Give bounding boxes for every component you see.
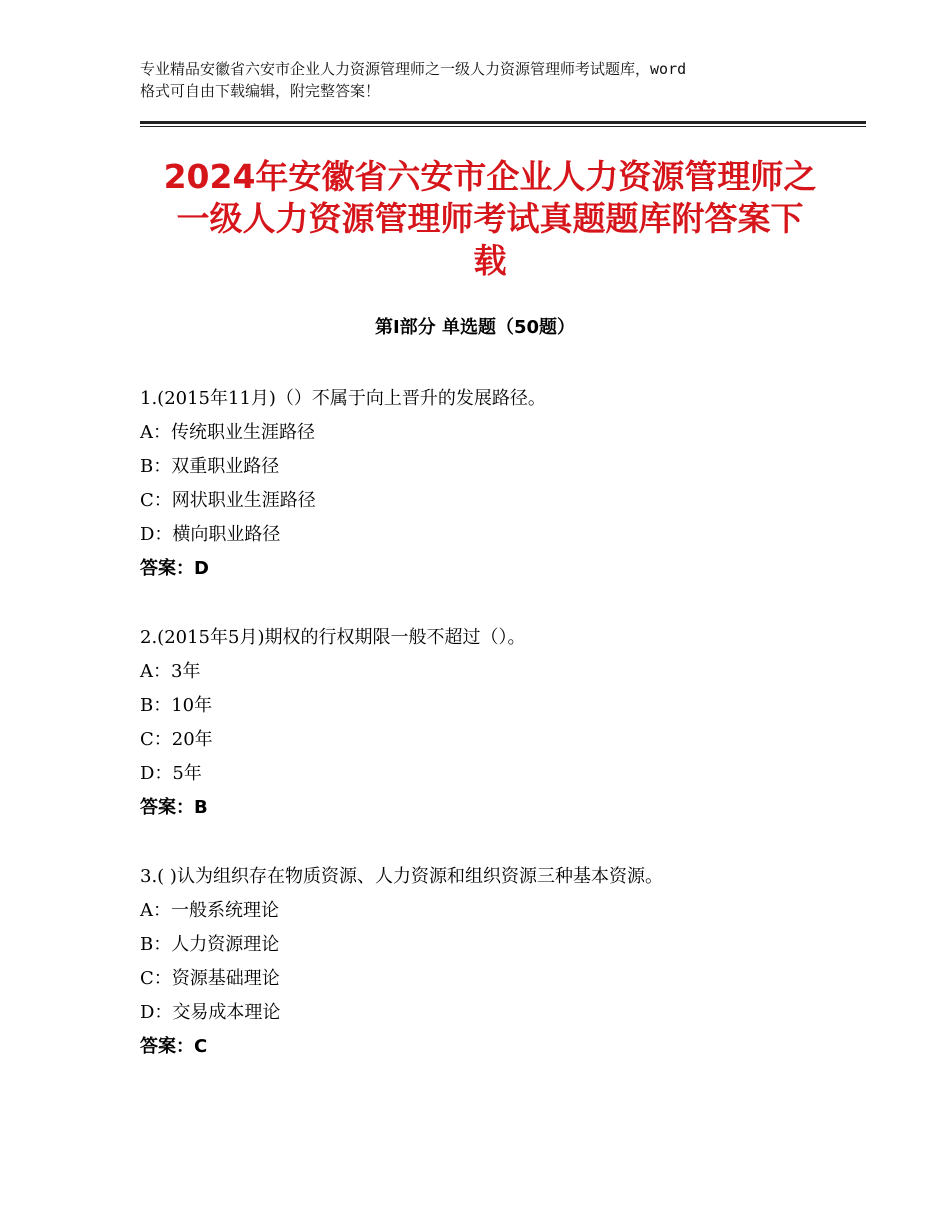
question-3: [140, 860, 860, 1064]
option-a: A：3年: [140, 661, 201, 682]
answer: 答案：B: [140, 797, 208, 818]
header-note: [140, 58, 830, 102]
question-stem: 1.(2015年11月)（）不属于向上晋升的发展路径。: [140, 388, 546, 409]
answer: 答案：D: [140, 558, 209, 579]
question-stem: 3.( )认为组织存在物质资源、人力资源和组织资源三种基本资源。: [140, 866, 663, 887]
answer: 答案：C: [140, 1036, 208, 1057]
question-2: [140, 621, 860, 825]
option-c: C：网状职业生涯路径: [140, 490, 316, 511]
option-d: D：5年: [140, 763, 202, 784]
document-title-line-1: 2024年安徽省六安市企业人力资源管理师之: [163, 157, 817, 196]
question-stem: 2.(2015年5月)期权的行权期限一般不超过（）。: [140, 627, 526, 648]
option-a: A：传统职业生涯路径: [140, 422, 315, 443]
option-b: B：双重职业路径: [140, 456, 280, 477]
header-divider-thick: [140, 121, 866, 124]
header-note-line-1: 专业精品安徽省六安市企业人力资源管理师之一级人力资源管理师考试题库，word: [140, 60, 687, 78]
section-title: 第Ⅰ部分 单选题（50题）: [374, 317, 575, 338]
header-divider-thin: [140, 126, 866, 127]
option-c: C：资源基础理论: [140, 968, 280, 989]
option-d: D：交易成本理论: [140, 1002, 281, 1023]
question-1: [140, 382, 860, 586]
document-title: [120, 156, 860, 282]
option-b: B：人力资源理论: [140, 934, 280, 955]
option-a: A：一般系统理论: [140, 900, 279, 921]
document-title-line-3: 载: [473, 241, 507, 280]
header-note-line-2: 格式可自由下载编辑，附完整答案！: [140, 82, 381, 100]
option-c: C：20年: [140, 729, 213, 750]
document-title-line-2: 一级人力资源管理师考试真题题库附答案下: [176, 199, 804, 238]
option-b: B：10年: [140, 695, 213, 716]
option-d: D：横向职业路径: [140, 524, 281, 545]
